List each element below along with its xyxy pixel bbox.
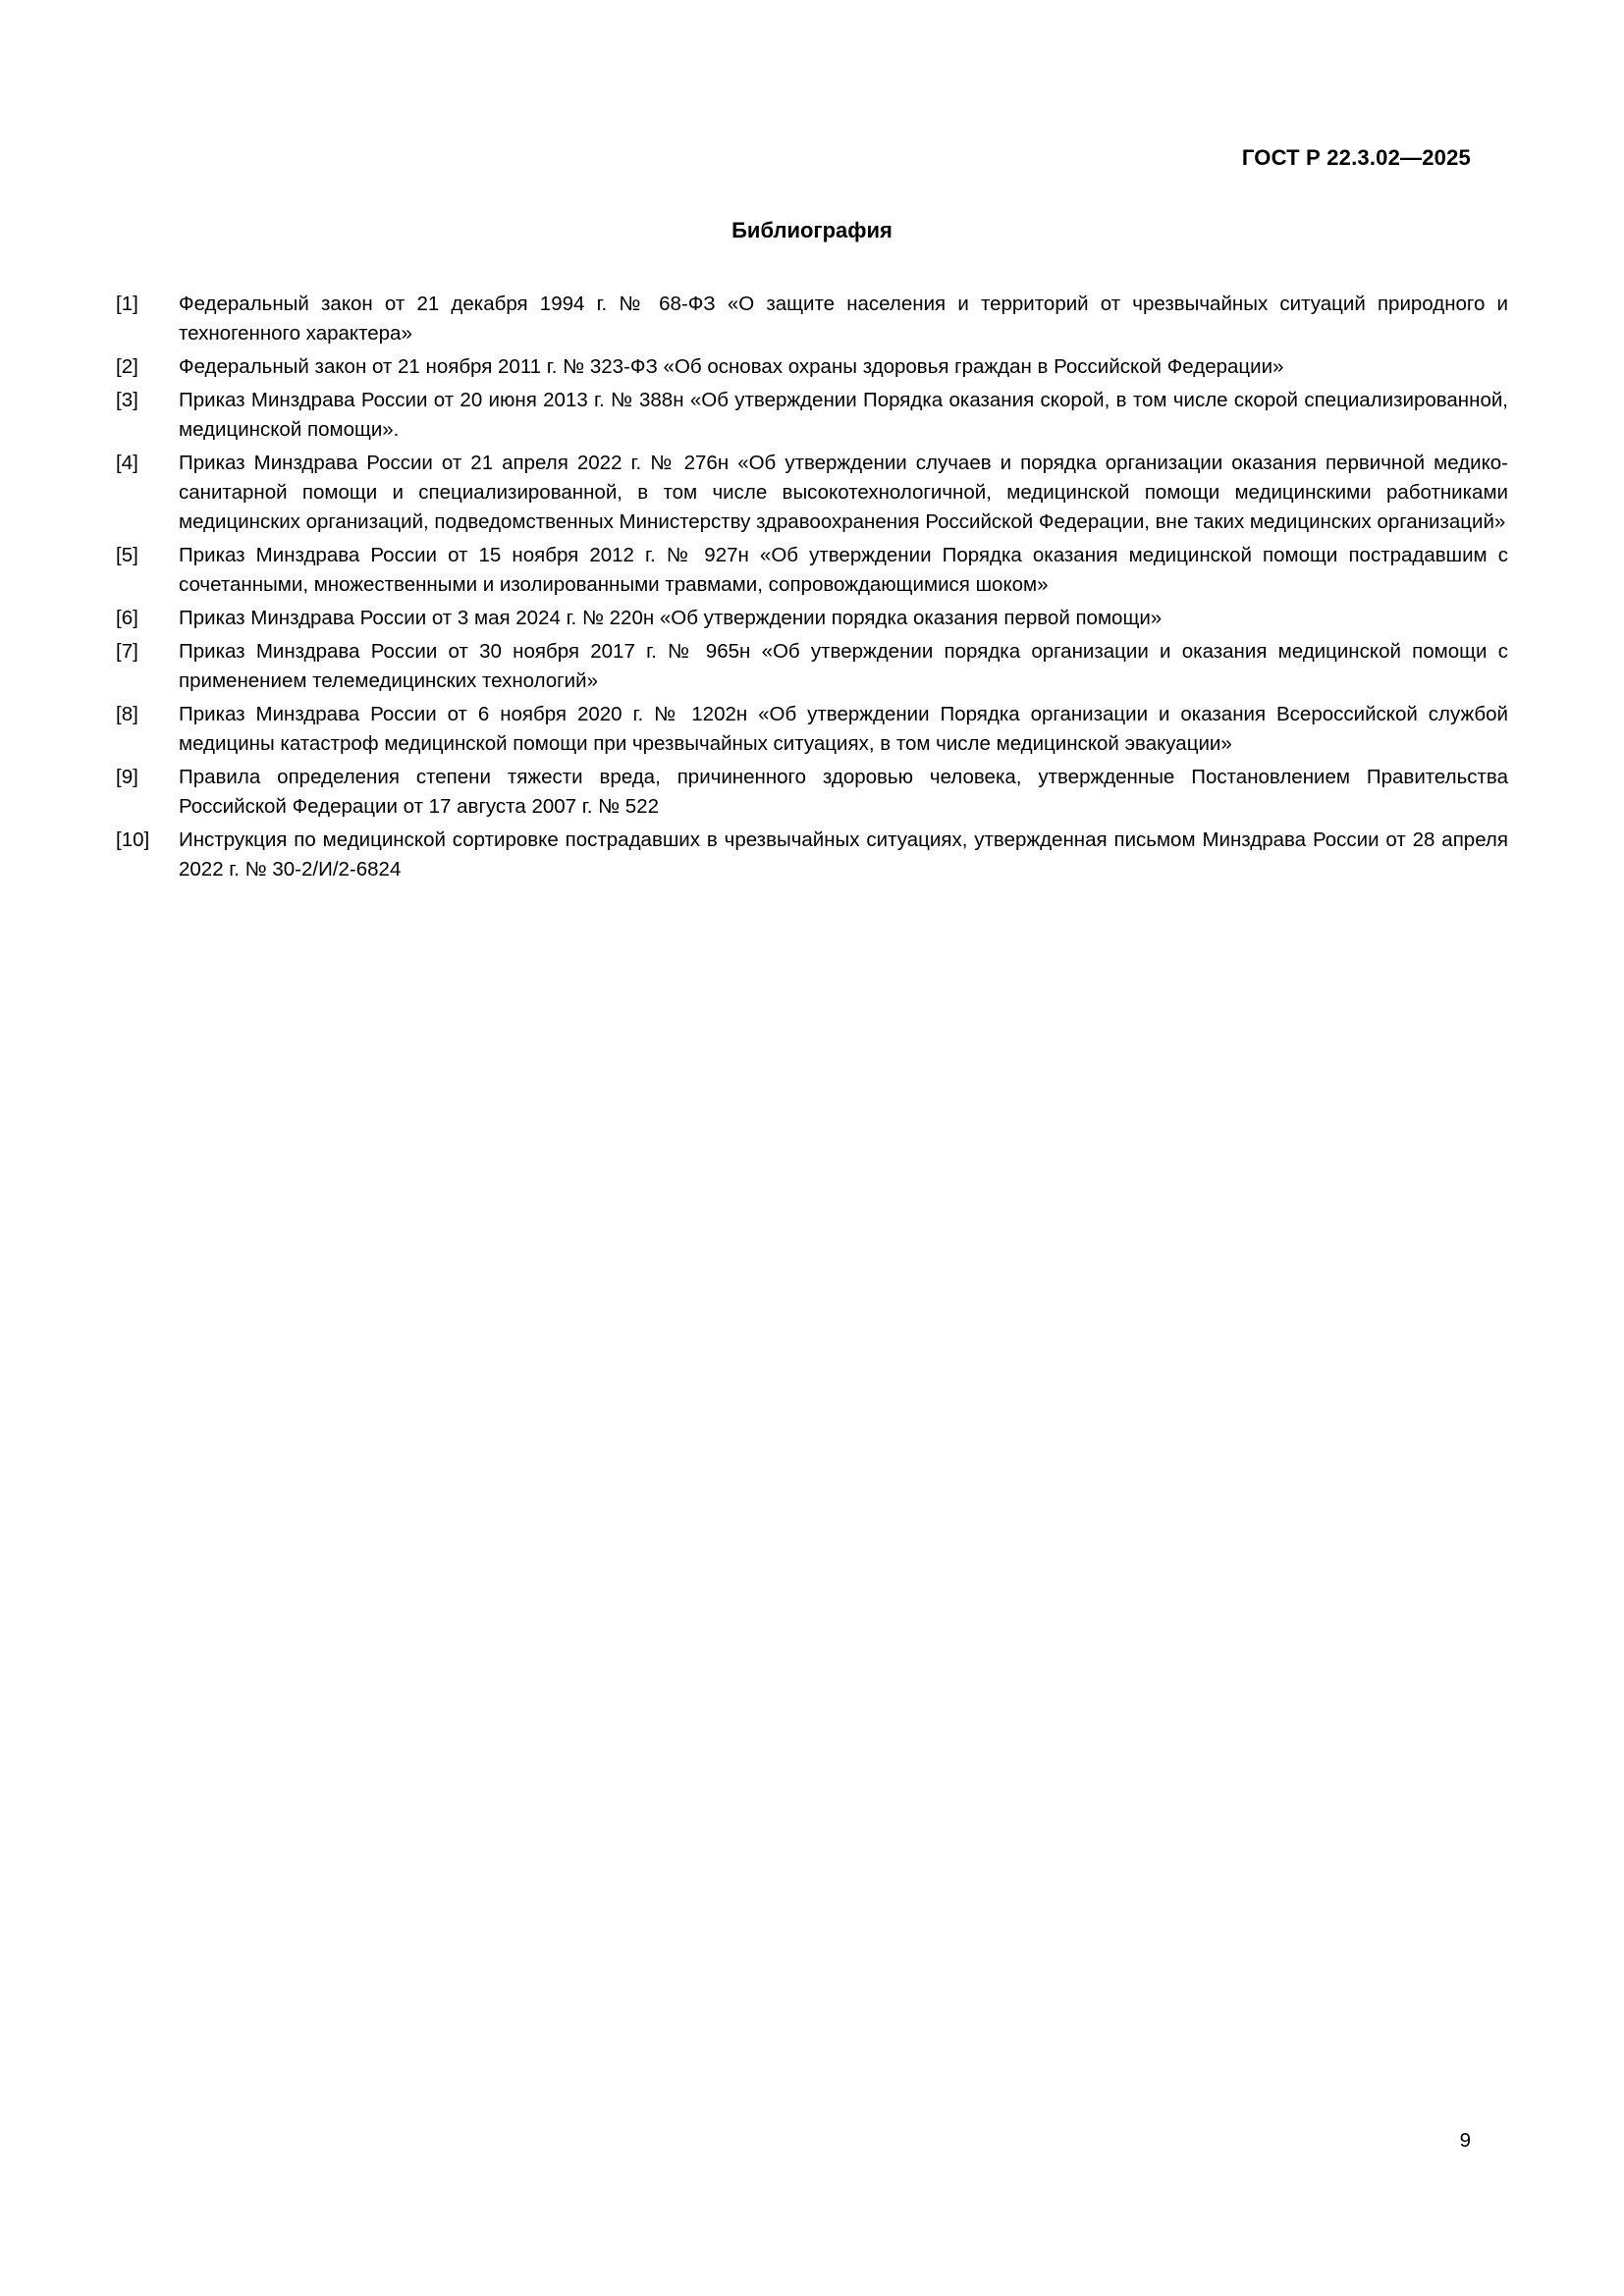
reference-text: Приказ Минздрава России от 21 апреля 2022 г. № 276н «Об утверждении случаев и порядка организации оказания первичной медико-санитарной помощи и специализированной, в том числе высокотехнологичной, медицинской помощи медицинскими работниками медицинских организаций, подведомственных Министерству здравоохранения Российской Федерации, вне таких медицинских организаций» [179,452,1508,533]
list-item [116,352,1508,382]
reference-text: Инструкция по медицинской сортировке пострадавших в чрезвычайных ситуациях, утвержденная письмом Минздрава России от 28 апреля 2022 г. № 30-2/И/2-6824 [179,828,1508,881]
reference-number: [9] [116,766,138,788]
list-item [116,763,1508,822]
list-item [116,290,1508,348]
reference-number: [5] [116,544,138,566]
page-header-standard-code: ГОСТ Р 22.3.02—2025 [1241,145,1471,170]
reference-text: Федеральный закон от 21 ноября 2011 г. № 323-ФЗ «Об основах охраны здоровья граждан в Российской Федерации» [179,355,1284,378]
reference-text: Приказ Минздрава России от 15 ноября 2012 г. № 927н «Об утверждении Порядка оказания медицинской помощи пострадавшим с сочетанными, множественными и изолированными травмами, сопровождающимися шоком» [179,544,1508,596]
reference-number: [10] [116,828,150,851]
reference-text: Федеральный закон от 21 декабря 1994 г. № 68-ФЗ «О защите населения и территорий от чрезвычайных ситуаций природного и техногенного характера» [179,293,1508,345]
reference-number: [1] [116,293,138,315]
reference-text: Правила определения степени тяжести вреда, причиненного здоровью человека, утвержденные Постановлением Правительства Российской Федерации от 17 августа 2007 г. № 522 [179,766,1508,818]
page-number: 9 [1459,2129,1471,2152]
reference-number: [8] [116,703,138,725]
bibliography-list [116,290,1508,888]
list-item [116,386,1508,445]
list-item [116,826,1508,884]
list-item [116,637,1508,696]
reference-number: [2] [116,355,138,378]
list-item [116,449,1508,537]
reference-text: Приказ Минздрава России от 30 ноября 2017 г. № 965н «Об утверждении порядка организации и оказания медицинской помощи с применением телемедицинских технологий» [179,640,1508,692]
reference-number: [4] [116,452,138,474]
list-item [116,700,1508,759]
list-item [116,541,1508,600]
reference-text: Приказ Минздрава России от 3 мая 2024 г. № 220н «Об утверждении порядка оказания первой помощи» [179,607,1163,629]
reference-text: Приказ Минздрава России от 6 ноября 2020 г. № 1202н «Об утверждении Порядка организации и оказания Всероссийской службой медицины катастроф медицинской помощи при чрезвычайных ситуациях, в том числе медицинской эвакуации» [179,703,1508,755]
section-title-bibliography: Библиография [731,218,893,242]
list-item [116,604,1508,633]
reference-number: [3] [116,389,138,411]
reference-number: [7] [116,640,138,663]
reference-text: Приказ Минздрава России от 20 июня 2013 г. № 388н «Об утверждении Порядка оказания скорой, в том числе скорой специализированной, медицинской помощи». [179,389,1508,441]
reference-number: [6] [116,607,138,629]
